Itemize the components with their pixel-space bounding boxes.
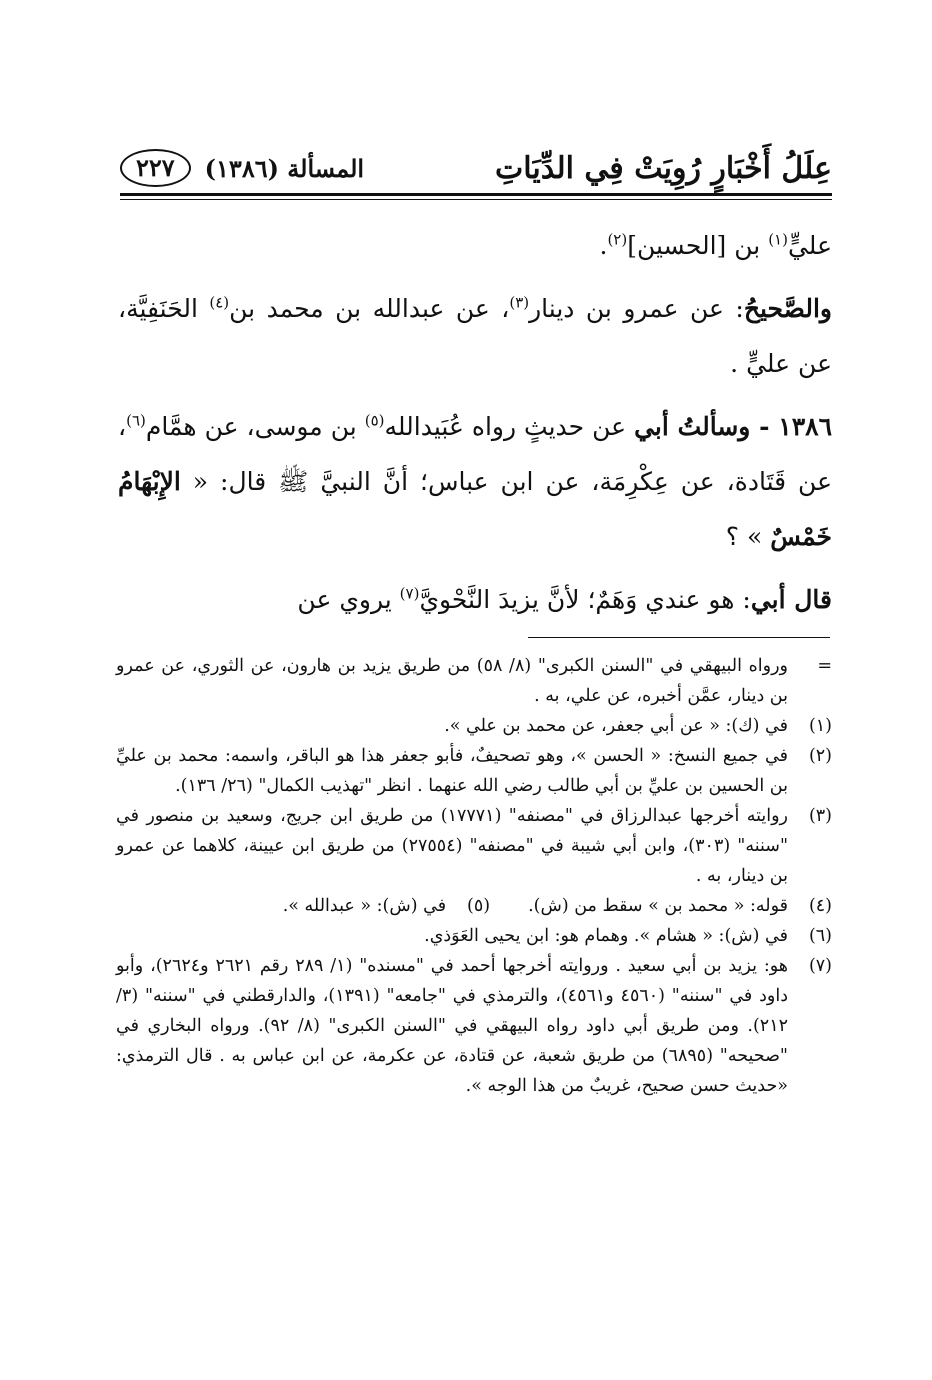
footnote-separator xyxy=(528,637,830,638)
footnote-continuation xyxy=(116,651,832,711)
footnote-4 xyxy=(528,891,832,921)
footnote-1 xyxy=(116,711,832,741)
issue-label: المسألة (١٣٨٦) xyxy=(204,153,365,183)
text-span: . xyxy=(599,231,608,260)
footnote-7 xyxy=(116,951,832,1101)
sahih-label: والصَّحيحُ xyxy=(743,294,832,323)
footnote-3 xyxy=(116,801,832,891)
header-rule-thick xyxy=(120,193,832,196)
text-span: بن موسى، عن همَّام xyxy=(145,412,365,441)
text-span: عليٍّ xyxy=(787,231,832,260)
footnote-text: روايته أخرجها عبدالرزاق في "مصنفه" (١٧٧٧١) من طريق ابن جريج، وسعيد بن منصور في "سننه" (٣٠٣)، وابن أبي شيبة في "مصنفه" (٢٧٥٥٤) من طريق ابن عيينة، كلاهما عن عمرو بن دينار، به . xyxy=(116,806,788,886)
text-span: ، عن عبدالله بن محمد بن xyxy=(229,294,510,323)
footnote-text: ورواه البيهقي في "السنن الكبرى" (٨/ ٥٨) من طريق يزيد بن هارون، عن الثوري، عن عمرو بن دينار، عمَّن أخبره، عن علي، به . xyxy=(116,656,788,706)
footnote-5 xyxy=(283,891,490,921)
text-span: يروي عن xyxy=(297,585,400,614)
footnote-6 xyxy=(116,921,832,951)
footnote-ref: (٤) xyxy=(209,293,230,312)
footnote-text: في (ك): « عن أبي جعفر، عن محمد بن علي ». xyxy=(444,716,788,736)
footnote-text: قوله: « محمد بن » سقط من (ش). xyxy=(528,896,788,916)
footnote-marker: = xyxy=(817,656,832,676)
page-number: ٢٢٧ xyxy=(120,149,191,187)
footnote-text: في (ش): « هشام ». وهمام هو: ابن يحيى العَوَذي. xyxy=(424,926,788,946)
header-rule-thin xyxy=(120,199,832,200)
footnote-ref: (٧) xyxy=(399,584,420,603)
footnote-text: هو: يزيد بن أبي سعيد . وروايته أخرجها أحمد في "مسنده" (١/ ٢٨٩ رقم ٢٦٢١ و٢٦٢٤)، وأبو داود في "سننه" (٤٥٦٠ و٤٥٦١)، والترمذي في "جامعه" (١٣٩١)، والدارقطني في "سننه" (٣/ ٢١٢). ومن طريق أبي داود رواه البيهقي في "السنن الكبرى" (٨/ ٩٢). ورواه البخاري في "صحيحه" (٦٨٩٥) من طريق شعبة، عن قتادة، عن عكرمة، عن ابن عباس به . قال الترمذي: «حديث حسن صحيح، غريبٌ من هذا الوجه ». xyxy=(116,956,789,1096)
footnote-number: (٤) xyxy=(808,896,832,916)
page-header xyxy=(120,146,832,190)
sahih-paragraph xyxy=(118,281,832,391)
issue-and-page xyxy=(120,149,364,187)
footnote-number: (٦) xyxy=(808,926,832,946)
footnote-2 xyxy=(116,741,832,801)
question-paragraph xyxy=(118,399,832,564)
answer-paragraph xyxy=(118,572,832,627)
footnote-ref: (٦) xyxy=(126,411,146,430)
text-span: بن [الحسين] xyxy=(627,231,769,260)
text-span: « xyxy=(180,467,209,496)
text-span: : عن عمرو بن دينار xyxy=(529,294,744,323)
footnote-number: (٥) xyxy=(467,896,491,916)
text-span: : هو عندي وَهَمٌ؛ لأنَّ يزيدَ النَّحْويَّ xyxy=(419,585,751,614)
footnote-text: في جميع النسخ: « الحسن »، وهو تصحيفٌ، فأبو جعفر هذا هو الباقر، واسمه: محمد بن عليِّ بن الحسين بن عليِّ بن أبي طالب رضي الله عنهما . انظر "تهذيب الكمال" (٢٦/ ١٣٦). xyxy=(116,746,788,796)
footnotes xyxy=(116,651,832,1101)
book-title: عِلَلُ أَخْبَارٍ رُوِيَتْ فِي الدِّيَاتِ xyxy=(495,150,832,186)
question-label: ١٣٨٦ - وسألتُ أبي xyxy=(634,412,832,441)
answer-label: قال أبي xyxy=(750,585,832,614)
footnote-ref: (٣) xyxy=(509,293,530,312)
footnote-number: (١) xyxy=(808,716,832,736)
footnote-number: (٢) xyxy=(808,746,832,766)
footnote-ref: (٢) xyxy=(607,230,628,249)
footnote-ref: (٥) xyxy=(364,411,385,430)
main-text xyxy=(118,218,832,627)
continuation-line xyxy=(118,218,832,273)
footnote-number: (٣) xyxy=(808,806,832,826)
footnote-text: في (ش): « عبدالله ». xyxy=(282,896,447,916)
footnote-number: (٧) xyxy=(808,956,832,976)
hadith-quote: الإِبْهَامُ خَمْسٌ xyxy=(118,467,832,551)
text-span: الحَنَفِيَّة، عن عليٍّ . xyxy=(118,294,832,378)
text-span: عن حديثٍ رواه عُبَيدالله xyxy=(384,412,635,441)
footnote-ref: (١) xyxy=(768,230,788,249)
footnote-4-5-row xyxy=(116,891,832,921)
text-span: » ؟ xyxy=(725,522,771,551)
text-span: ، عن قَتَادة، عن عِكْرِمَة، عن ابن عباس؛ أنَّ النبيَّ ﷺ قال: xyxy=(118,412,832,496)
